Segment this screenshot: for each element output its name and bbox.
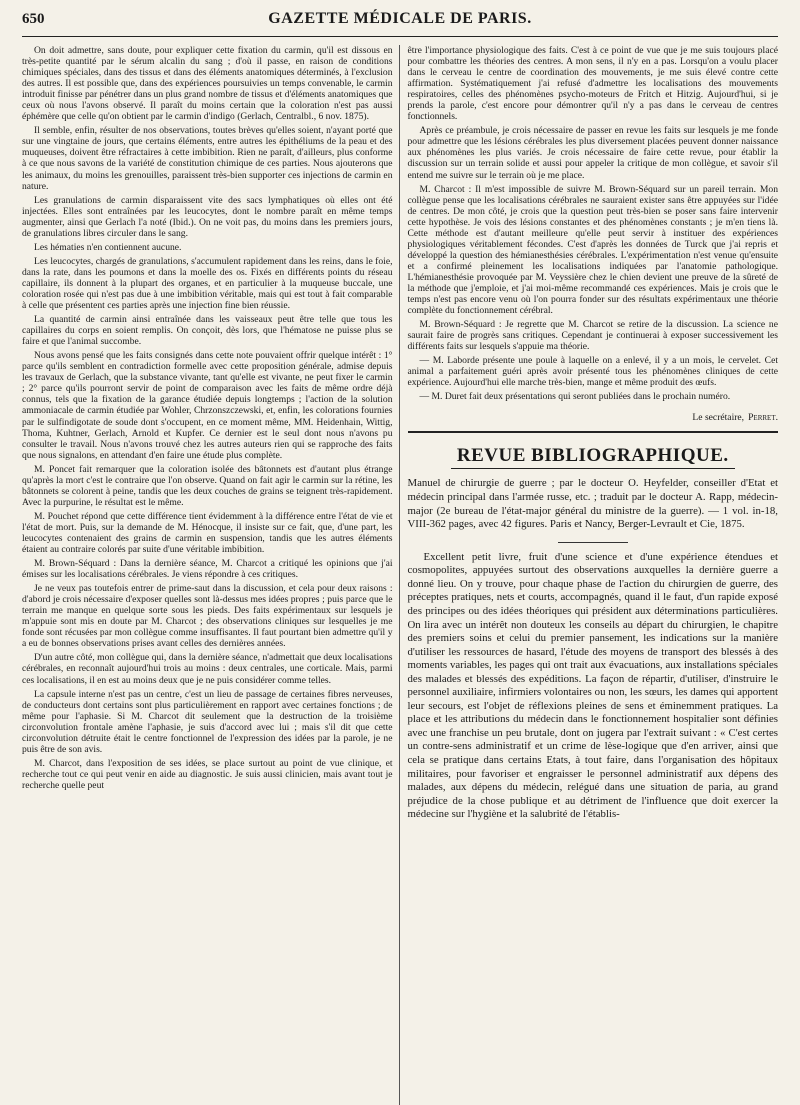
signature-role: Le secrétaire, xyxy=(692,412,745,424)
right-column xyxy=(400,45,779,1105)
paragraph: Il semble, enfin, résulter de nos observations, toutes brèves qu'elles soient, n'ayant porté que sur une vingtaine de jours, que certains éléments, entre autres les épithéliums de la peau et des muqueuses, doivent être réfractaires à cette imbibition. Rien ne paraît, d'ailleurs, plus conforme à ce que nous savons de la variété de constitution chimique de ces parties. Nous ajouterons que les animaux, du moins les grenouilles, paraissent très-bien supporter ces injections de carmin en nature. xyxy=(22,125,393,192)
review-body: Excellent petit livre, fruit d'une science et d'une expérience étendues et cosmopolites, appuyées surtout des observations auxquelles la dernière guerre a donné lieu. On y trouve, pour chaque phase de l'action du chirurgien de guerre, des préceptes pratiques, nets et courts, accompagnés, quand il le faut, d'un rapide exposé des principes ou des idées théoriques qui président aux déterminations particulières. On lira avec un intérêt non douteux les conseils au départ du chirurgien, le chapitre des premiers soins et celui du premier pansement, les indications sur la manière d'utiliser les ressources de hasard, l'étude des moyens de transport des blessés à des moments variables, les pages qui ont trait aux évacuations, aux installations spéciales des malades et blessés des expéditions. La façon de répartir, d'utiliser, d'instruire le personnel auxiliaire, infirmiers volontaires ou non, les sœurs, les dames qui apportent leur secours, est l'objet de réflexions pleines de sens et éminemment pratiques. La place et les attributions du médecin dans le fonctionnement hospitalier sont définies avec une franchise un peu brutale, dont on jugera par l'extrait suivant : « C'est certes un contre-sens administratif et un crime de lèse-logique que d'en arriver, ainsi que cela se pratique dans certains Etats, à tout faire, dans l'organisation des hôpitaux militaires, pour favoriser et engraisser le personnel administratif aux dépens des malades, aux dépens du médecin, relégué dans une situation de paria, au grand préjudice de la chose publique et au détriment de l'influence que doit exercer la médecine sur l'hygiène et la salubrité de l'établis- xyxy=(407,550,778,821)
paragraph: M. Poncet fait remarquer que la coloration isolée des bâtonnets est d'autant plus étrange qu'après la mort c'est le contraire que l'on observe. Quand on fait agir le carmin sur la rétine, les bâtonnets se colorent à peine, tandis que les deux couches de grains se teignent très-rapidement. Avec la purpurine, le résultat est le même. xyxy=(22,463,393,508)
paragraph: M. Charcot : Il m'est impossible de suivre M. Brown-Séquard sur un pareil terrain. Mon collègue pense que les localisations cérébrales ne sauraient exister sans être appuyées sur l'idée de centres. De mon côté, je crois que la question peut très-bien se poser sans faire intervenir cette hypothèse. Je vois des lésions constantes et des phénomènes constants ; je m'en tiens là. Cette méthode est d'autant meilleure qu'elle peut servir à instituer des expériences physiologiques véritablement fécondes. C'est d'après les données de Turck que j'ai repris et développé la question des hémianesthésies cérébrales. L'expérimentation n'est venue qu'ensuite et a confirmé pleinement les localisations indiquées par l'anatomie pathologique. L'hémianesthésie provoquée par M. Veyssière chez le chien devient une preuve de la sûreté de la méthode que j'emploie, et j'ai moi-même recommandé ces expériences. Mais je crois que le temps n'est pas encore venu où l'on pourra fonder sur des résultats expérimentaux une théorie complète du fonctionnement cérébral. xyxy=(407,183,778,317)
two-column-body xyxy=(22,45,778,1105)
journal-title: GAZETTE MÉDICALE DE PARIS. xyxy=(268,10,532,27)
signature-name: Perret. xyxy=(748,412,778,424)
book-reference: Manuel de chirurgie de guerre ; par le docteur O. Heyfelder, conseiller d'Etat et médecin principal dans l'armée russe, etc. ; traduit par le docteur A. Rapp, médecin-major (2e bureau de l'état-major général du ministre de la guerre). — 1 vol. in-18, VIII-362 pages, avec 42 figures. Paris et Nancy, Berger-Levrault et Cie, 1875. xyxy=(407,477,778,531)
paragraph: — M. Duret fait deux présentations qui seront publiées dans le prochain numéro. xyxy=(419,391,731,403)
paragraph: On doit admettre, sans doute, pour expliquer cette fixation du carmin, qu'il est dissous en très-petite quantité par le sérum alcalin du sang ; d'où il passe, en raison de conditions chimiques spéciales, dans des tissus et dans des éléments anatomiques déterminés, à l'exclusion des autres. Il est possible que, dans des expériences poursuivies un temps convenable, le carmin introduit finisse par pénétrer dans un plus grand nombre de tissus et d'éléments anatomiques que ceux où nous l'avons observé. Il paraît du moins certain que la coloration n'est pas aussi éphémère que celle qu'on obtient par le carmin d'indigo (Gerlach, Centralbl., 6 nov. 1875). xyxy=(22,45,393,123)
paragraph: M. Pouchet répond que cette différence tient évidemment à la différence entre l'état de vie et l'état de mort. Puis, sur la demande de M. Hénocque, il insiste sur ce fait, que, d'une part, les leucocytes contenaient des grains de carmin en suspension, tandis que les autres éléments étaient au contraire colorés par suite d'une véritable imbibition. xyxy=(22,510,393,556)
paragraph: La capsule interne n'est pas un centre, c'est un lieu de passage de certaines fibres nerveuses, de conducteurs dont certains sont plus particulièrement en rapport avec certaines fonctions ; de même pour l'aphasie. Si M. Charcot dit seulement que la destruction de la troisième circonvolution frontale amène l'aphasie, je suis d'accord avec lui ; mais s'il dit que cette circonvolution détruite était le centre fonctionnel de l'expression des idées par la parole, je ne puis être de son avis. xyxy=(22,688,393,755)
signature xyxy=(408,407,779,425)
paragraph: M. Brown-Séquard : Je regrette que M. Charcot se retire de la discussion. La science ne saurait faire de progrès sans critiques. Cependant je continuerai à exposer successivement les différents faits sur lesquels s'appuie ma théorie. xyxy=(407,319,778,353)
section-divider xyxy=(408,431,779,433)
paragraph: — M. Laborde présente une poule à laquelle on a enlevé, il y a un mois, le cervelet. Cet animal a parfaitement guéri après avoir présenté tous les phénomènes cliniques de cette expérience. Aujourd'hui elle marche très-bien, mange et même produit des œufs. xyxy=(407,355,778,389)
paragraph: Les hématies n'en contiennent aucune. xyxy=(34,241,182,253)
section-title-text: REVUE BIBLIOGRAPHIQUE. xyxy=(451,445,735,469)
paragraph: D'un autre côté, mon collègue qui, dans la dernière séance, n'admettait que deux localisations cérébrales, en reconnaît aujourd'hui trois au moins : deux centrales, une corticale. Mais, parmi ces localisations, il en est au moins deux que je ne puis considérer comme telles. xyxy=(22,652,393,686)
left-column xyxy=(22,45,400,1105)
paragraph: être l'importance physiologique des faits. C'est à ce point de vue que je me suis toujours placé pour combattre les théories des centres. A mon sens, il n'y en a pas. Lorsqu'on a voulu placer dans le cerveau le centre de coordination des mouvements, je me suis élevé contre cette affirmation. Systématiquement j'ai refusé d'admettre les localisations des mouvements respiratoires, celles des phénomènes psycho-moteurs de Fritch et Hitzig. Aujourd'hui, si je prends la parole, c'est encore pour démontrer qu'il n'y a pas dans le cerveau de centres fonctionnels. xyxy=(407,45,778,123)
paragraph: La quantité de carmin ainsi entraînée dans les vaisseaux peut être telle que tous les capillaires du corps en soient remplis. On conçoit, dès lors, que l'hématose ne puisse plus se faire et que l'animal succombe. xyxy=(22,314,393,348)
paragraph: M. Charcot, dans l'exposition de ses idées, se place surtout au point de vue clinique, et recherche tout ce qui peut venir en aide au diagnostic. Je suis aussi clinicien, mais avant tout je recherche quelle peut xyxy=(22,757,393,791)
paragraph: Les granulations de carmin disparaissent vite des sacs lymphatiques où elles ont été injectées. Elles sont entraînées par les leucocytes, dont le nombre paraît en même temps augmenter, ainsi que Gerlach l'a noté (Ibid.). On ne voit pas, du moins dans les premiers jours, de granulations libres circuler dans le sang. xyxy=(22,194,393,239)
paragraph: Je ne veux pas toutefois entrer de prime-saut dans la discussion, et cela pour deux raisons : d'abord je crois nécessaire d'exposer quelles sont là-dessus mes idées propres ; puis parce que le terrain me manque en quelque sorte sous les pieds. Des faits expérimentaux sur lesquels je m'appuie sont mis en doute par M. Charcot ; des observations cliniques sur lesquelles je me fonde sont récusées par mon collègue comme insuffisantes. Il faut pourtant bien admettre qu'il y a eu de bonnes observations prises avant celles des dernières années. xyxy=(22,583,393,650)
paragraph: Après ce préambule, je crois nécessaire de passer en revue les faits sur lesquels je me fonde pour admettre que les lésions cérébrales les plus diversement placées peuvent donner naissance aux phénomènes les plus variés. Je crois nécessaire de faire cette revue, pour établir la discussion sur un terrain solide et aussi pour appeler la critique de mon collègue, et savoir s'il entend me suivre sur le terrain où je me place. xyxy=(407,125,778,181)
paragraph: M. Brown-Séquard : Dans la dernière séance, M. Charcot a critiqué les opinions que j'ai émises sur les localisations cérébrales. Je viens répondre à ces critiques. xyxy=(22,558,393,581)
page-header xyxy=(22,10,778,37)
page-number: 650 xyxy=(22,11,45,27)
section-title xyxy=(408,445,779,467)
paragraph: Nous avons pensé que les faits consignés dans cette note pouvaient offrir quelque intérêt : 1° parce qu'ils semblent en contradiction formelle avec cette proposition générale, admise depuis les travaux de Gerlach, que la substance vivante, tant qu'elle est vivante, ne peut fixer le carmin ; 2° parce qu'ils pourront servir de point de comparaison avec les faits de même ordre déjà connus, tels que la fixation de la garance étudiée depuis longtemps ; l'action de la solution ammoniacale de carmin étudiée par Wohler, Chrzonszczewski, et, enfin, les colorations fournies par le sulfindigotate de soude dont s'occupent, en ce moment même, MM. Heidenhain, Wittig, Thoma, Kuhtner, Gerlach, Arnold et Kupfer. Ce dernier est le seul dont nous n'avons pu consulter le travail. Nous n'avons trouvé chez les autres auteurs rien qui se rapproche des faits que nous signalons, en attendant d'en faire une étude plus complète. xyxy=(22,350,393,461)
short-rule xyxy=(558,542,628,543)
paragraph: Les leucocytes, chargés de granulations, s'accumulent rapidement dans les reins, dans le foie, dans la rate, dans les poumons et dans la moelle des os. Fixés en différents points du réseau capillaire, ils donnent à la plupart des organes, et en particulier à la muqueuse buccale, une coloration rosée qui n'est pas due à une imbibition véritable, mais qui est tout à fait comparable à celle que présentent ces parties après une injection fine bien réussie. xyxy=(22,255,393,312)
